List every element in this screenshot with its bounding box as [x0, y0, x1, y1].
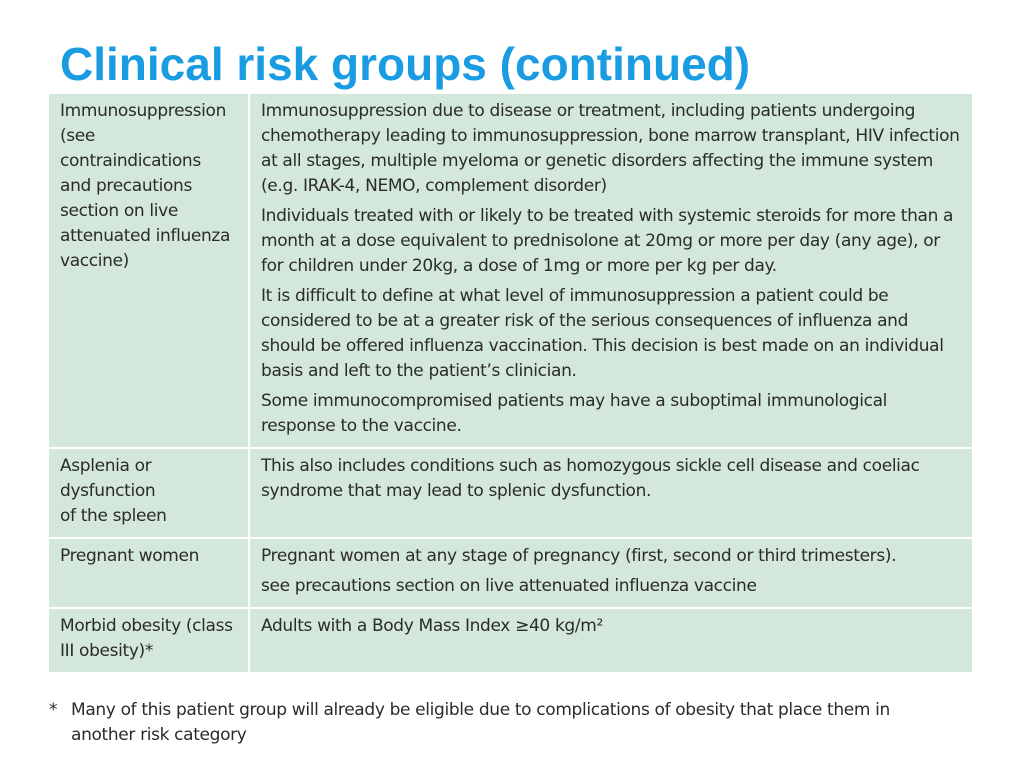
description-paragraph: This also includes conditions such as homozygous sickle cell disease and coeliac syndrome that may lead to splenic dysfunction.: [261, 456, 920, 501]
footnote-marker: *: [49, 700, 58, 720]
table-row: [49, 448, 972, 538]
footnote: [49, 698, 972, 748]
description-paragraph: Immunosuppression due to disease or treatment, including patients undergoing chemotherapy leading to immunosuppression, bone marrow transplant, HIV infection at all stages, multiple myeloma or genetic disorders affecting the immune system (e.g. IRAK-4, NEMO, complement disorder): [261, 101, 960, 196]
description-paragraph: Some immunocompromised patients may have a suboptimal immunological response to the vaccine.: [261, 391, 888, 436]
table-row: [49, 94, 972, 448]
description-paragraph: Pregnant women at any stage of pregnancy (first, second or third trimesters).: [261, 546, 897, 566]
risk-group-name: Immunosuppression (see contraindications and precautions section on live attenuated influenza vaccine): [49, 94, 249, 448]
table-row: [49, 608, 972, 672]
description-paragraph: Adults with a Body Mass Index ≥40 kg/m²: [261, 616, 603, 636]
risk-group-description: [249, 538, 972, 608]
table-row: [49, 538, 972, 608]
description-paragraph: Individuals treated with or likely to be treated with systemic steroids for more than a month at a dose equivalent to prednisolone at 20mg or more per day (any age), or for children under 20kg, a dose of 1mg or more per kg per day.: [261, 206, 954, 276]
risk-groups-table: [49, 94, 972, 672]
risk-group-description: [249, 448, 972, 538]
risk-group-description: [249, 608, 972, 672]
slide-title: Clinical risk groups (continued): [60, 38, 751, 90]
footnote-text: Many of this patient group will already be eligible due to complications of obesity that place them in another risk category: [71, 700, 890, 745]
risk-group-name: Asplenia or dysfunction of the spleen: [49, 448, 249, 538]
description-paragraph: see precautions section on live attenuated influenza vaccine: [261, 576, 757, 596]
risk-group-name: Morbid obesity (class III obesity)*: [49, 608, 249, 672]
risk-group-description: [249, 94, 972, 448]
risk-group-name: Pregnant women: [49, 538, 249, 608]
description-paragraph: It is difficult to define at what level of immunosuppression a patient could be considered to be at a greater risk of the serious consequences of influenza and should be offered influenza vaccination. This decision is best made on an individual basis and left to the patient’s clinician.: [261, 286, 944, 381]
